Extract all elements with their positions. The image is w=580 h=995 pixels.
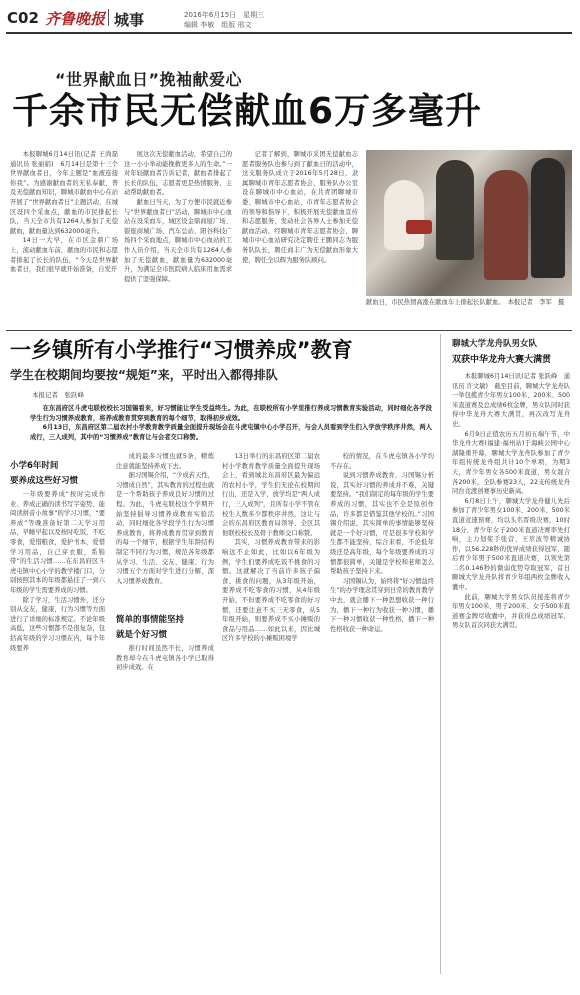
- second-subhead: 学生在校期间均要按“规矩”来，平时出入都得排队: [10, 368, 278, 382]
- lead-headline: 千余市民无偿献血6万多毫升: [12, 91, 483, 132]
- header-rule: [6, 32, 572, 34]
- paragraph: 13日举行的东昌府区第二届农村小学教育教学质量全面提升现场会上，看到城北东昌府区最为偏远的农村小学，学生们无论在校期间行出，还是入学、放学均是“两人成行，三人成列”，且所有小学不管在校生人数多少都秩序井然，这让与会的东昌府区教育局领导、全区其他联校校长及骨干教师交口称赞。: [222, 453, 320, 537]
- photo-figure: [484, 170, 528, 280]
- photo-figure: [531, 158, 565, 278]
- section-subhead: 要养成这些好习惯: [10, 476, 79, 486]
- paragraph: 展这次无偿献血活动，希望自己的这一小小举动能挽救更多人的生命。”一对年轻献血者告诉记者，献血者排起了长长的队伍，志愿者更是热情服务，主动帮助献血者。: [124, 151, 232, 197]
- paragraph: 在东昌府区斗虎屯联校校长习国锡看来，好习惯能让学生受益终生。为此，在联校所有小学里推行养成习惯教育实验活动，同时细化各学段学生行为习惯养成教育，将养成教育贯穿到教育的每个细节，取得初步成效。: [30, 405, 432, 422]
- blood-donation-photo: [366, 150, 572, 296]
- second-column-4: [330, 452, 434, 708]
- photo-figure: [436, 160, 474, 260]
- second-column-1: [10, 490, 105, 710]
- paragraph: 6月8日上午，聊城大学龙舟健儿先后参加了青少年男女100米、200米、500米直道竞速预赛，均以头名晋级决赛，10时18分，青少年女子200米直道决赛率先打响，主力划桨手张营、王萃波等精诚协作，以56.228秒的优异成绩获得冠军，随后青少年男子500米直道决赛，以领先第二名0.146秒的微弱优势夺取冠军，首日聊城大学龙舟队将青少年组两枚金牌收入囊中。: [452, 497, 570, 592]
- lead-column-1: [10, 150, 125, 326]
- paragraph: 成的最多习惯也就5条，精炼注意就能坚持养成下去。: [116, 453, 214, 470]
- right-kicker: 聊城大学龙舟队男女队: [452, 339, 538, 349]
- paragraph: 推行时间虽然不长，习惯养成教育却令在斗虎屯镇各小学已取得初步成效。在: [116, 645, 214, 672]
- photo-caption: 献血日，市民热情高涨在献血车上排起长队献血。 本报记者 李军 摄: [366, 299, 565, 306]
- paragraph: 除了学习，生活习惯外，还分别从交友，健康，行为习惯等方面进行了详细的标准规定。不论年级高低，这些习惯都不是很复杂，包括高年级的学习习惯在内，每个年级要养: [10, 596, 105, 652]
- second-byline: 本报记者 张跃峰: [32, 391, 84, 399]
- right-headline: 双获中华龙舟大赛大满贯: [452, 355, 552, 365]
- editor-credits: 编辑 李敏 组版 邢文: [184, 21, 252, 29]
- lead-column-2: [124, 150, 232, 326]
- paragraph: 6月13日，东昌府区第二届农村小学教育教学质量全面提升现场会在斗虎屯镇中心小学召开，与会人员看到学生们入学放学秩序井然，两人成行，三人成列，其中的“习惯养成”教育让与会者交口称赞。: [30, 424, 432, 441]
- header-separator: [108, 9, 109, 26]
- second-lead: [30, 404, 432, 442]
- paragraph: 说到习惯养成教育，习国锡分析说，其实好习惯的养成并不难，关键要坚持。“我们制定的每年级的学生要养成的习惯，其实也不全是原创作品，许多都是借鉴其他学校的。”习国锡介绍说，其实简单的事情能够坚持就是一个好习惯，可是很多学校和学生都不能坚持，综合来看，不论低年级还是高年级，每个年级要养成的习惯都很简单，关键是学校和老师怎么帮助孩子坚持下来。: [330, 472, 435, 576]
- paper-logo: 齐鲁晚报: [45, 10, 106, 28]
- paragraph: 献血日当天，为了方便市民就近参与“世界献血者日”活动，聊城市中心血站在设采血车，城区设金鼎商厦广场、银座商城广场、汽车总站、阳谷科技广场四个采血地点，聊城市中心血站的工作人员介绍，当天全市共有1264人参加了无偿献血，献血量为632000毫升，为满足全市医院病人临床用血需求提供了坚强保障。: [124, 198, 232, 283]
- paragraph: 本报聊城6月14日讯(记者 王尚磊 通讯员 张丽娟) 6月14日是第十三个世界献血者日，今年主题是“血液连接你我”。为感谢献血者的无私奉献，普及无偿献血知识，聊城市献血中心在站开展了“世界献血者日”主题活动，在城区设四个采血点，献血的市民排起长队，当天全市共有1264人参加了无偿献血，献血量达到632000毫升。: [10, 151, 125, 235]
- second-column-3: [222, 452, 320, 708]
- section-subhead: 简单的事情能坚持: [116, 615, 185, 625]
- column-divider: [440, 334, 441, 974]
- paragraph: 6月9日正值农历五月初五端午节，中华龙舟大赛(福建·福州站)于海峡公园中心湖隆重开幕，聊城大学龙舟队参加了青少年组传统龙舟组共计10个单项，为期3天，青少年男女各500米直道，男女混合各200米，全队参赛23人，22支传统龙舟同台竞渡创赛事历史新高。: [452, 430, 570, 496]
- paragraph: 据习国锡介绍，“少成若天性，习惯成自然”，其实教育的过程也就是一个帮助孩子养成良好习惯的过程。为此，斗虎屯联校这个学期开始坚持倡导习惯养成教育实验活动，同时细化各学段学生行为习惯养成教育，将养成教育贯穿到教育的每一个细节，根据学生年龄结构制定不同行为习惯，规范各年级都从学习、生活、交友、健康、行为习惯五个方面对学生进行分解，深入习惯养成教育。: [116, 472, 214, 585]
- paragraph: 习国锡认为，始终将“好习惯益终生”的办学理念贯穿到日常的教育教学中去，就会播下一种思想收获一种行为，播下一种行为收获一种习惯，播下一种习惯收获一种性格，播下一种性格收获一种命运。: [330, 577, 435, 633]
- lead-kicker: “世界献血日”挽袖献爱心: [55, 70, 243, 89]
- issue-date: 2016年6月15日 星期三: [184, 11, 265, 19]
- section-name: 城事: [114, 11, 145, 29]
- page-number: C02: [7, 9, 39, 27]
- paragraph: 14日一大早，在市区金鼎广场上，流动献血车前，献血的市民和志愿者排起了长长的队伍，“今天是世界献血者日，我们很早就开始准备，自发开: [10, 237, 118, 274]
- second-column-2b: [116, 644, 214, 704]
- section-subhead: 就是个好习惯: [116, 630, 168, 640]
- paragraph: 校的情况，在斗虎屯镇各小学均不存在。: [330, 453, 434, 470]
- photo-figure: [384, 180, 424, 250]
- blood-bag-shape: [406, 220, 432, 234]
- second-column-2a: [116, 452, 214, 610]
- paragraph: 本报聊城6月14日讯(记者 张跃峰 通讯员 许文敏) 截至目前，聊城大学龙舟队一举包揽青少年男女100米、200米、500米直道赛及总成绩6枚金牌，男女队同时获得中华龙舟大赛大满贯，再次改写龙舟史。: [452, 373, 570, 428]
- section-subhead: 小学6年时间: [10, 461, 59, 471]
- paragraph: 其实，习惯养成教育带来的影响远不止如此，比如以6年级为例，学生们要养成吃饭不挑食的习惯。这就解决了当前许多孩子偏食、挑食的问题，从3年级开始，要养成不吃零食的习惯，从4年级开始，不但要养成不吃零食的好习惯，还要注意不买三无零食，从5年级开始，则要养成不买小摊贩的食品与用品……如此以来，因比城区许多学校的小摊贩困境学: [222, 539, 320, 643]
- paragraph: 一年级要养成“按时完成作业、养成正确的读书写字姿势、能阅读拼音小故事”的学习习惯，“要养成”等晚准备好第二天学习用品，早睡早起以及按时吃饭，不吃零食，爱惜粮食，爱护书本，爱惜学习用品，自己穿衣服，系鞋带”的生活习惯……在东昌府区斗虎屯镇中心小学的教学楼门口，分别按照其本的年级都悬挂了一到六年级的学生需要养成的习惯。: [10, 491, 105, 594]
- right-column: [452, 372, 570, 712]
- lead-column-3: [242, 150, 358, 326]
- paragraph: 记者了解到，聊城市采团无偿献血志愿者服务队也参与到了献血日的活动中，这支服务队成立于2016年5月28日，隶属聊城市青年志愿者协会，服务队办公室设在聊城市中心血站，在共青团聊城市委、聊城市中心血站、市青年志愿者协会的领导和指导下，积极开展无偿献血宣传和志愿服务，发动社会各界人士参加无偿献血活动，经聊城市青年志愿者协会、聊城市中心血站研究决定聘任王鹏同志为服务队队长，聘任商丰广为无偿献血形象大使，聘任全以辉为服务队顾问。: [242, 151, 358, 264]
- section-divider: [6, 330, 572, 331]
- paragraph: 此前，聊城大学男女队员接连将青少年男女100米、男子200米、女子500米直道赛金牌尽收囊中，并获得总成绩冠军，男女队首次同获大满贯。: [452, 593, 570, 630]
- second-headline: 一乡镇所有小学推行“习惯养成”教育: [10, 338, 353, 362]
